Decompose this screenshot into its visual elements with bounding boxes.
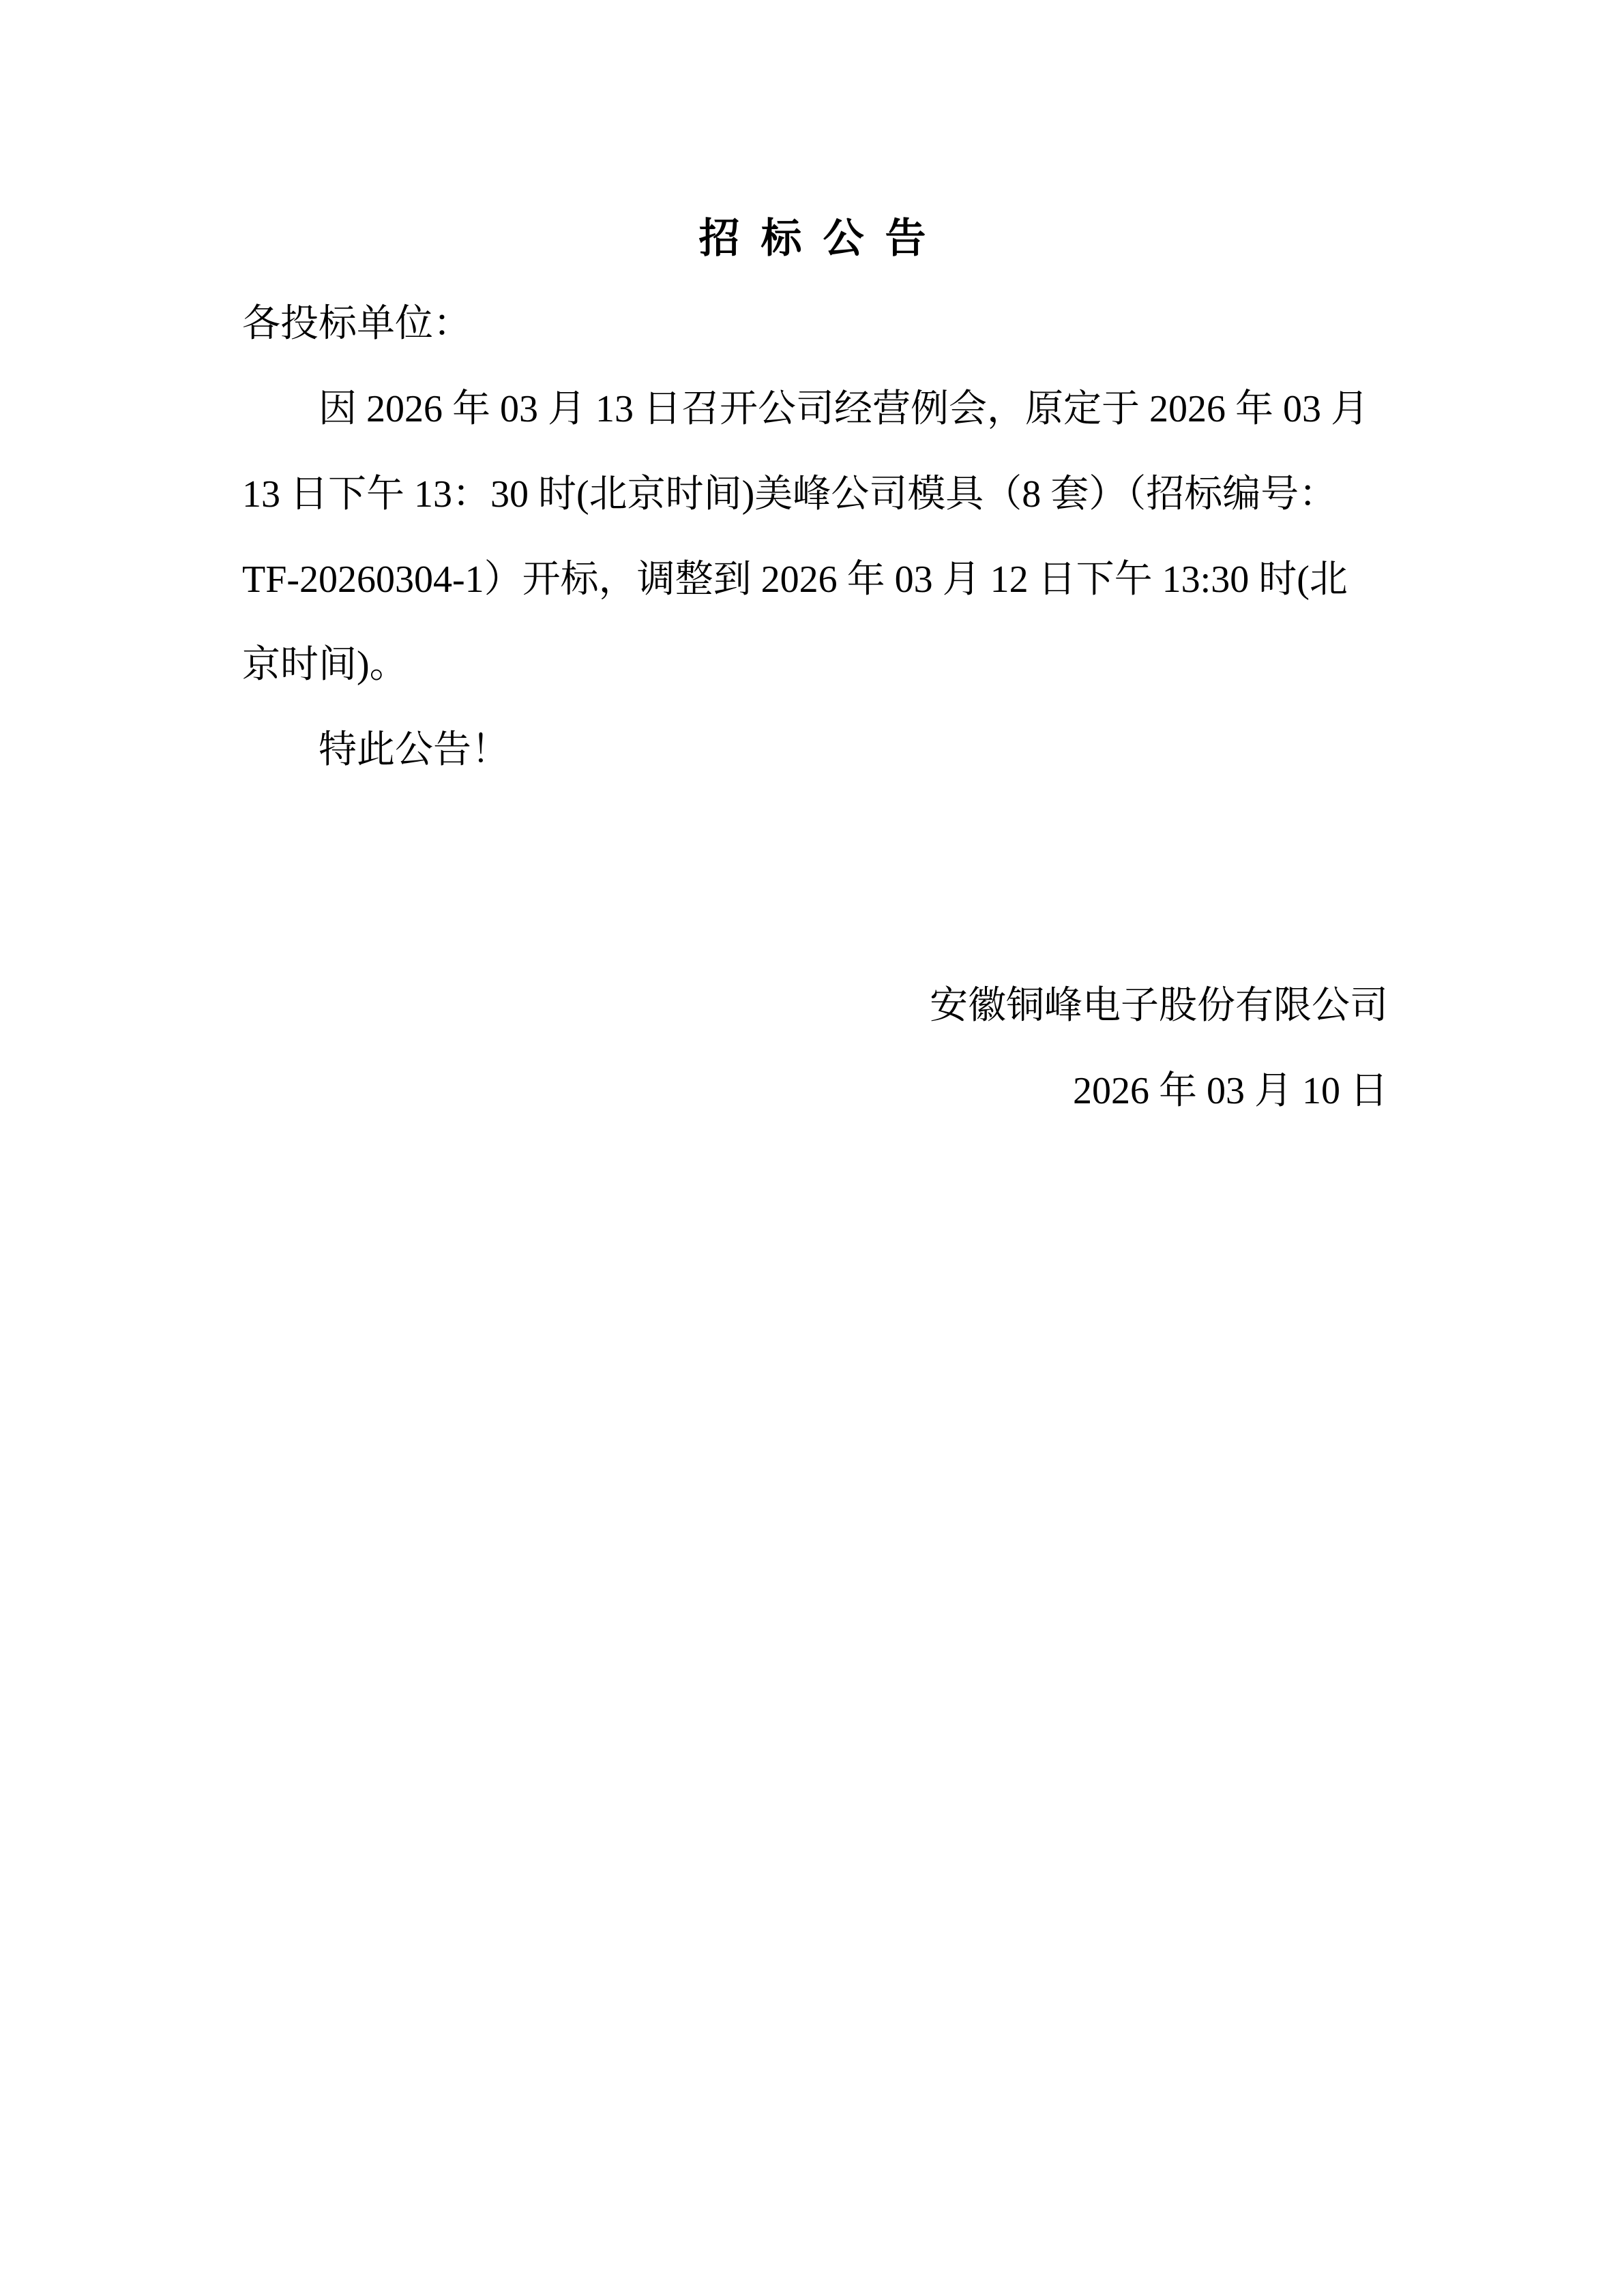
closing-line: 特此公告！ xyxy=(319,729,510,771)
paragraph-line-2: 13 日下午 13：30 时(北京时间)美峰公司模具（8 套）（招标编号： xyxy=(242,473,1338,516)
signature-date: 2026 年 03 月 10 日 xyxy=(1073,1070,1388,1112)
paragraph-line-3: TF-20260304-1）开标，调整到 2026 年 03 月 12 日下午 13:30 时(北 xyxy=(242,558,1348,601)
paragraph-line-1: 因 2026 年 03 月 13 日召开公司经营例会，原定于 2026 年 03 月 xyxy=(319,388,1369,430)
signature-company: 安徽铜峰电子股份有限公司 xyxy=(930,985,1388,1027)
document-title: 招 标 公 告 xyxy=(698,216,932,261)
salutation-line: 各投标单位： xyxy=(242,303,471,345)
blank-lines xyxy=(242,793,1388,964)
paragraph-line-4: 京时间)。 xyxy=(242,644,408,686)
